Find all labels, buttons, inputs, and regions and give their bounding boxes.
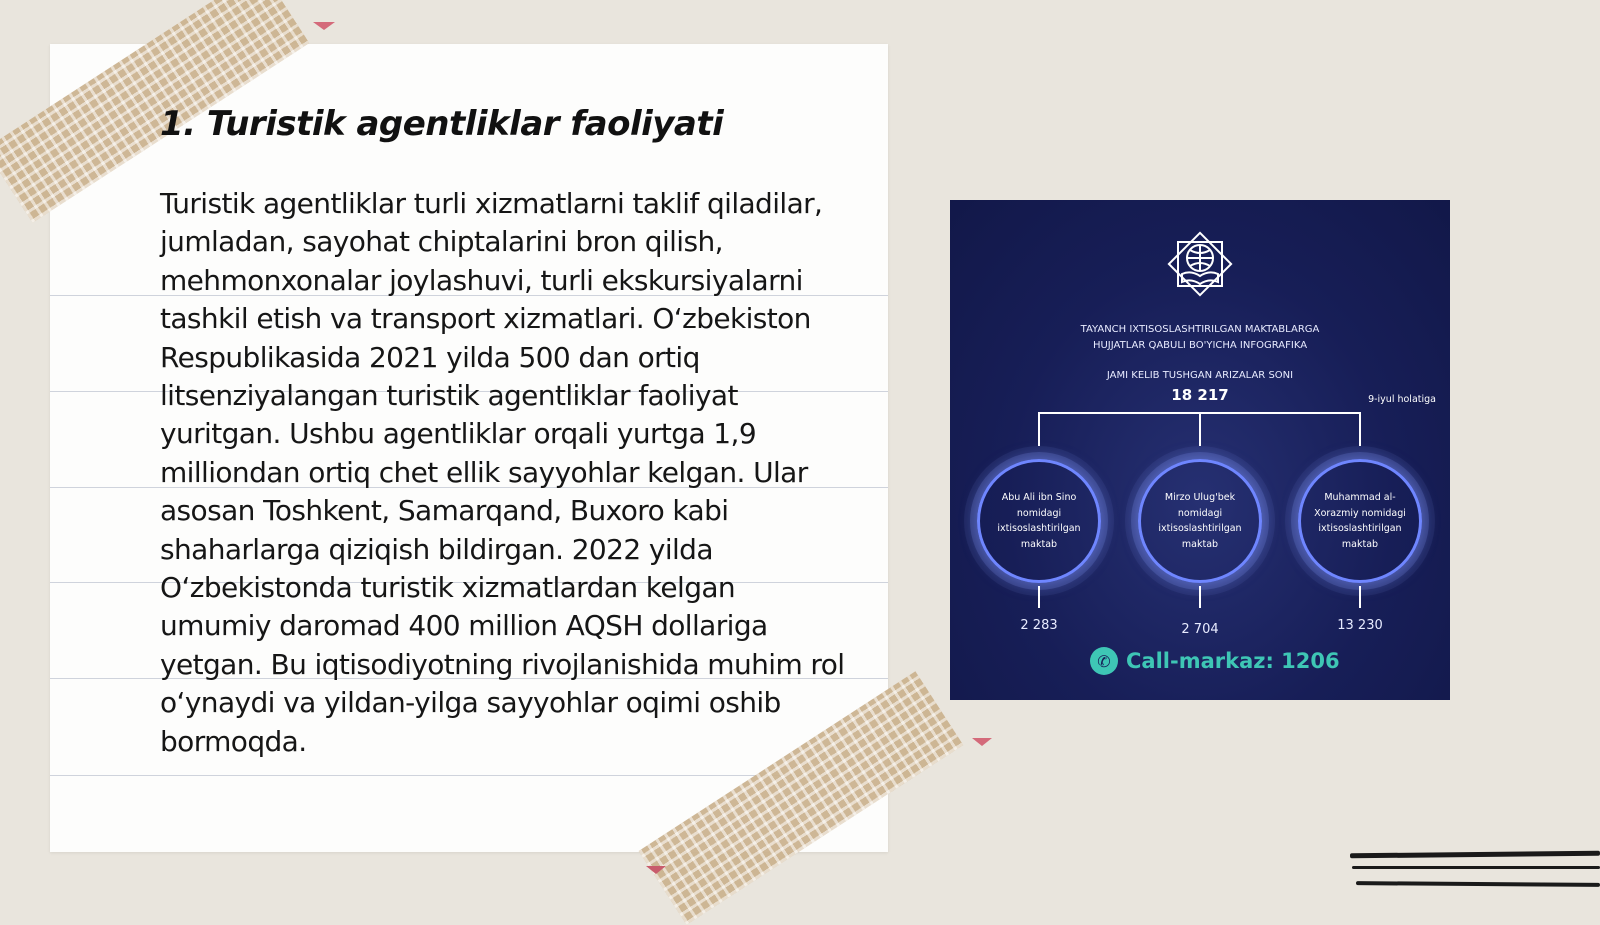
call-center-text: Call-markaz: 1206 (1126, 649, 1340, 673)
school-circle (1298, 459, 1422, 583)
school-name: Mirzo Ulug'bek nomidagi ixtisoslashtirilgan maktab (1158, 492, 1242, 550)
pin-marker (646, 866, 666, 874)
pin-marker (972, 738, 992, 746)
call-center (1090, 646, 1340, 676)
connector-line (1038, 412, 1040, 446)
slide-body-text: Turistik agentliklar turli xizmatlarni taklif qiladilar, jumladan, sayohat chiptalarini bron qilish, mehmonxonalar joylashuvi, turli ekskursiyalarni tashkil etish va transport xizmatlari. O‘zbekiston Respublikasida 2021 yilda 500 dan ortiq litsenziyalangan turistik agentliklar faoliyat yuritgan. Ushbu agentliklar orqali yurtga 1,9 milliondan ortiq chet ellik sayyohlar kelgan. Ular asosan Toshkent, Samarqand, Buxoro kabi shaharlarga qiziqish bildirgan. 2022 yilda O‘zbekistonda turistik xizmatlardan kelgan umumiy daromad 400 million AQSH dollariga yetgan. Bu iqtisodiyotning rivojlanishida muhim rol o‘ynaydi va yildan-yilga sayyohlar oqimi oshib bormoqda. (160, 187, 845, 758)
infographic-image (950, 200, 1450, 700)
school-value: 2 704 (1181, 622, 1219, 637)
school-value: 13 230 (1337, 618, 1383, 633)
connector-line (1199, 412, 1201, 446)
infographic-heading (950, 322, 1450, 354)
infographic-heading-line: HUJJATLAR QABULI BO'YICHA INFOGRAFIKA (1092, 340, 1308, 351)
school-value: 2 283 (1020, 618, 1058, 633)
brush-stroke (1352, 866, 1600, 869)
emblem-icon (1150, 214, 1250, 314)
brush-stroke (1356, 881, 1600, 887)
school-name: Muhammad al-Xorazmiy nomidagi ixtisoslashtirilgan maktab (1314, 492, 1406, 550)
infographic-heading-line: TAYANCH IXTISOSLASHTIRILGAN MAKTABLARGA (1080, 324, 1320, 335)
phone-icon: ✆ (1090, 647, 1118, 675)
connector-line (1359, 412, 1361, 446)
school-circle (1138, 459, 1262, 583)
total-value: 18 217 (1171, 386, 1229, 404)
slide-title: 1. Turistik agentliklar faoliyati (160, 104, 724, 144)
connector-line (1038, 586, 1040, 608)
brush-stroke (1350, 851, 1600, 859)
connector-line (1199, 586, 1201, 608)
connector-line (1359, 586, 1361, 608)
school-circle (977, 459, 1101, 583)
total-label: JAMI KELIB TUSHGAN ARIZALAR SONI (1106, 370, 1294, 381)
pin-marker (313, 22, 335, 30)
date-note: 9-iyul holatiga (1368, 394, 1436, 405)
school-name: Abu Ali ibn Sino nomidagi ixtisoslashtirilgan maktab (997, 492, 1081, 550)
